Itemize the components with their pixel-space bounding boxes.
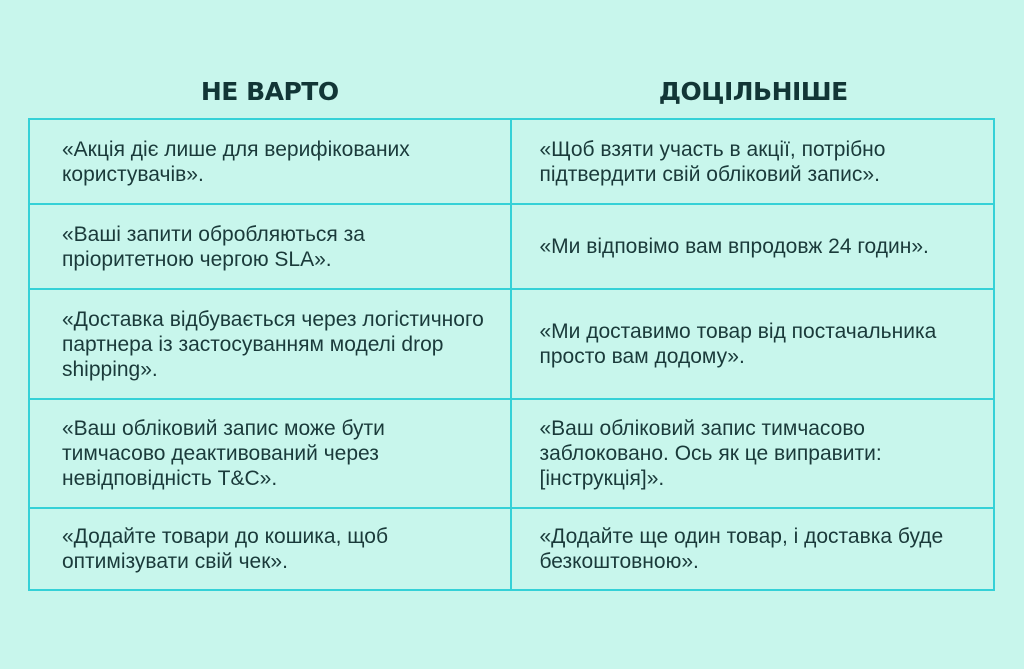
header-better: ДОЦІЛЬНІШЕ [658,77,848,106]
column-headers [28,74,995,110]
good-example-cell: «Ми відповімо вам впродовж 24 годин». [539,235,929,258]
good-example-cell: «Ми доставимо товар від постачальника просто вам додому». [539,320,937,368]
good-example-cell: «Ваш обліковий запис тимчасово заблоковано. Ось як це виправити: [інструкція]». [539,417,882,490]
table-row [30,509,993,589]
good-example-cell: «Додайте ще один товар, і доставка буде безкоштовною». [539,525,944,573]
table-row [30,120,993,205]
table-row [30,290,993,400]
bad-example-cell: «Ваші запити обробляються за пріоритетною чергою SLA». [30,205,512,288]
table-row [30,205,993,290]
comparison-table [28,118,995,591]
table-row [30,400,993,509]
bad-example-cell: «Ваш обліковий запис може бути тимчасово деактивований через невідповідність T&C». [30,400,512,507]
good-example-cell: «Щоб взяти участь в акції, потрібно підтвердити свій обліковий запис». [539,137,886,186]
header-dont: НЕ ВАРТО [200,77,339,106]
bad-example-cell: «Додайте товари до кошика, щоб оптимізувати свій чек». [30,509,512,589]
bad-example-cell: «Акція діє лише для верифікованих користувачів». [30,120,512,203]
bad-example-cell: «Доставка відбувається через логістичного партнера із застосуванням моделі drop shipping». [30,290,512,398]
